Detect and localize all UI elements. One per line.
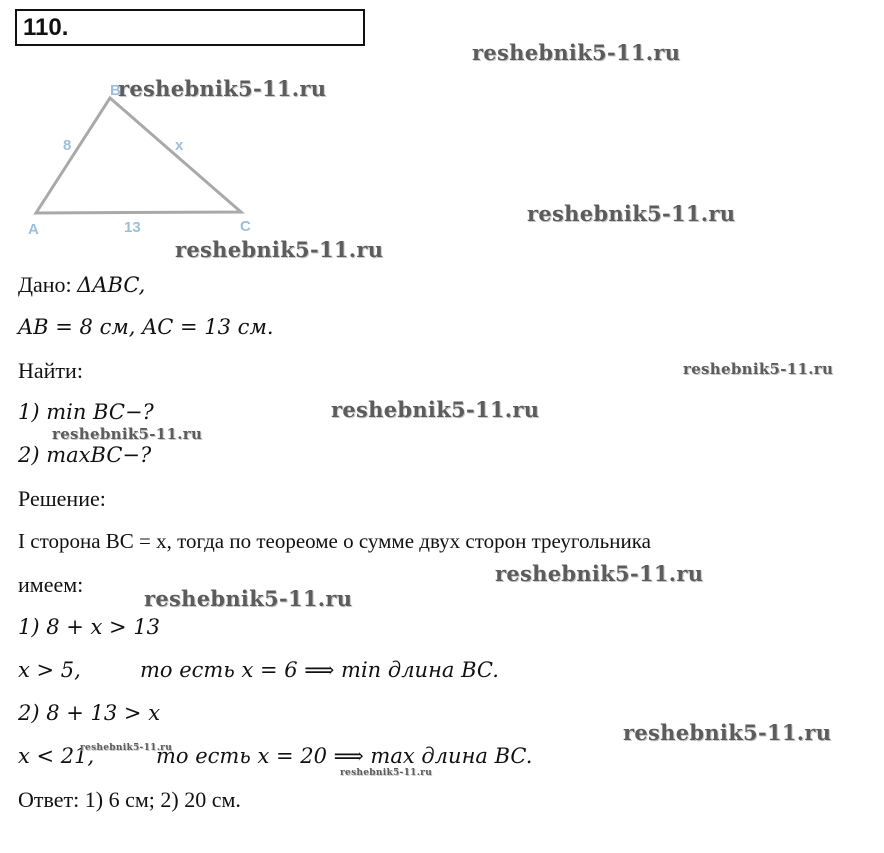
problem-number: 110. — [23, 14, 69, 41]
watermark: reshebnik5-11.ru — [331, 397, 540, 422]
solution-intro-2: имеем: — [18, 572, 84, 597]
watermark: reshebnik5-11.ru — [623, 720, 832, 745]
side-ac-label: 13 — [124, 219, 141, 236]
watermark: reshebnik5-11.ru — [118, 76, 327, 101]
watermark: reshebnik5-11.ru — [144, 586, 353, 611]
problem-header-box — [15, 9, 365, 46]
vertex-c-label: C — [240, 218, 251, 235]
given-triangle: ΔABC, — [77, 273, 146, 297]
result-1-conclusion: то есть x = 6 ⟹ min длина BC. — [140, 658, 499, 682]
given-label: Дано: — [18, 272, 78, 297]
vertex-b-label: B — [110, 82, 121, 99]
given-sides: AB = 8 см, AC = 13 см. — [18, 315, 274, 339]
solution-label: Решение: — [18, 486, 106, 511]
inequality-2: 2) 8 + 13 > x — [18, 701, 161, 725]
triangle-figure — [20, 78, 280, 238]
watermark: reshebnik5-11.ru — [52, 425, 203, 443]
watermark: reshebnik5-11.ru — [683, 360, 834, 378]
triangle-abc — [36, 98, 241, 213]
side-bc-label: x — [175, 137, 184, 154]
side-ab-label: 8 — [63, 137, 72, 154]
find-item-1: 1) min BC−? — [18, 400, 154, 424]
solution-intro-1: I сторона BC = x, тогда по теореоме о сумме двух сторон треугольника — [18, 529, 651, 553]
watermark: reshebnik5-11.ru — [80, 743, 173, 753]
answer: Ответ: 1) 6 см; 2) 20 см. — [18, 787, 241, 812]
watermark: reshebnik5-11.ru — [175, 237, 384, 262]
watermark: reshebnik5-11.ru — [472, 40, 681, 65]
watermark: reshebnik5-11.ru — [495, 561, 704, 586]
find-label: Найти: — [18, 358, 83, 383]
watermark: reshebnik5-11.ru — [527, 201, 736, 226]
result-2-conclusion: то есть x = 20 ⟹ max длина BC. — [156, 744, 533, 768]
vertex-a-label: A — [28, 221, 39, 238]
result-2-value: x < 21, — [18, 744, 95, 768]
find-item-2: 2) maxBC−? — [18, 443, 152, 467]
given-line — [18, 272, 145, 298]
result-1-value: x > 5, — [18, 658, 81, 682]
inequality-1: 1) 8 + x > 13 — [18, 615, 161, 639]
watermark: reshebnik5-11.ru — [340, 768, 433, 778]
